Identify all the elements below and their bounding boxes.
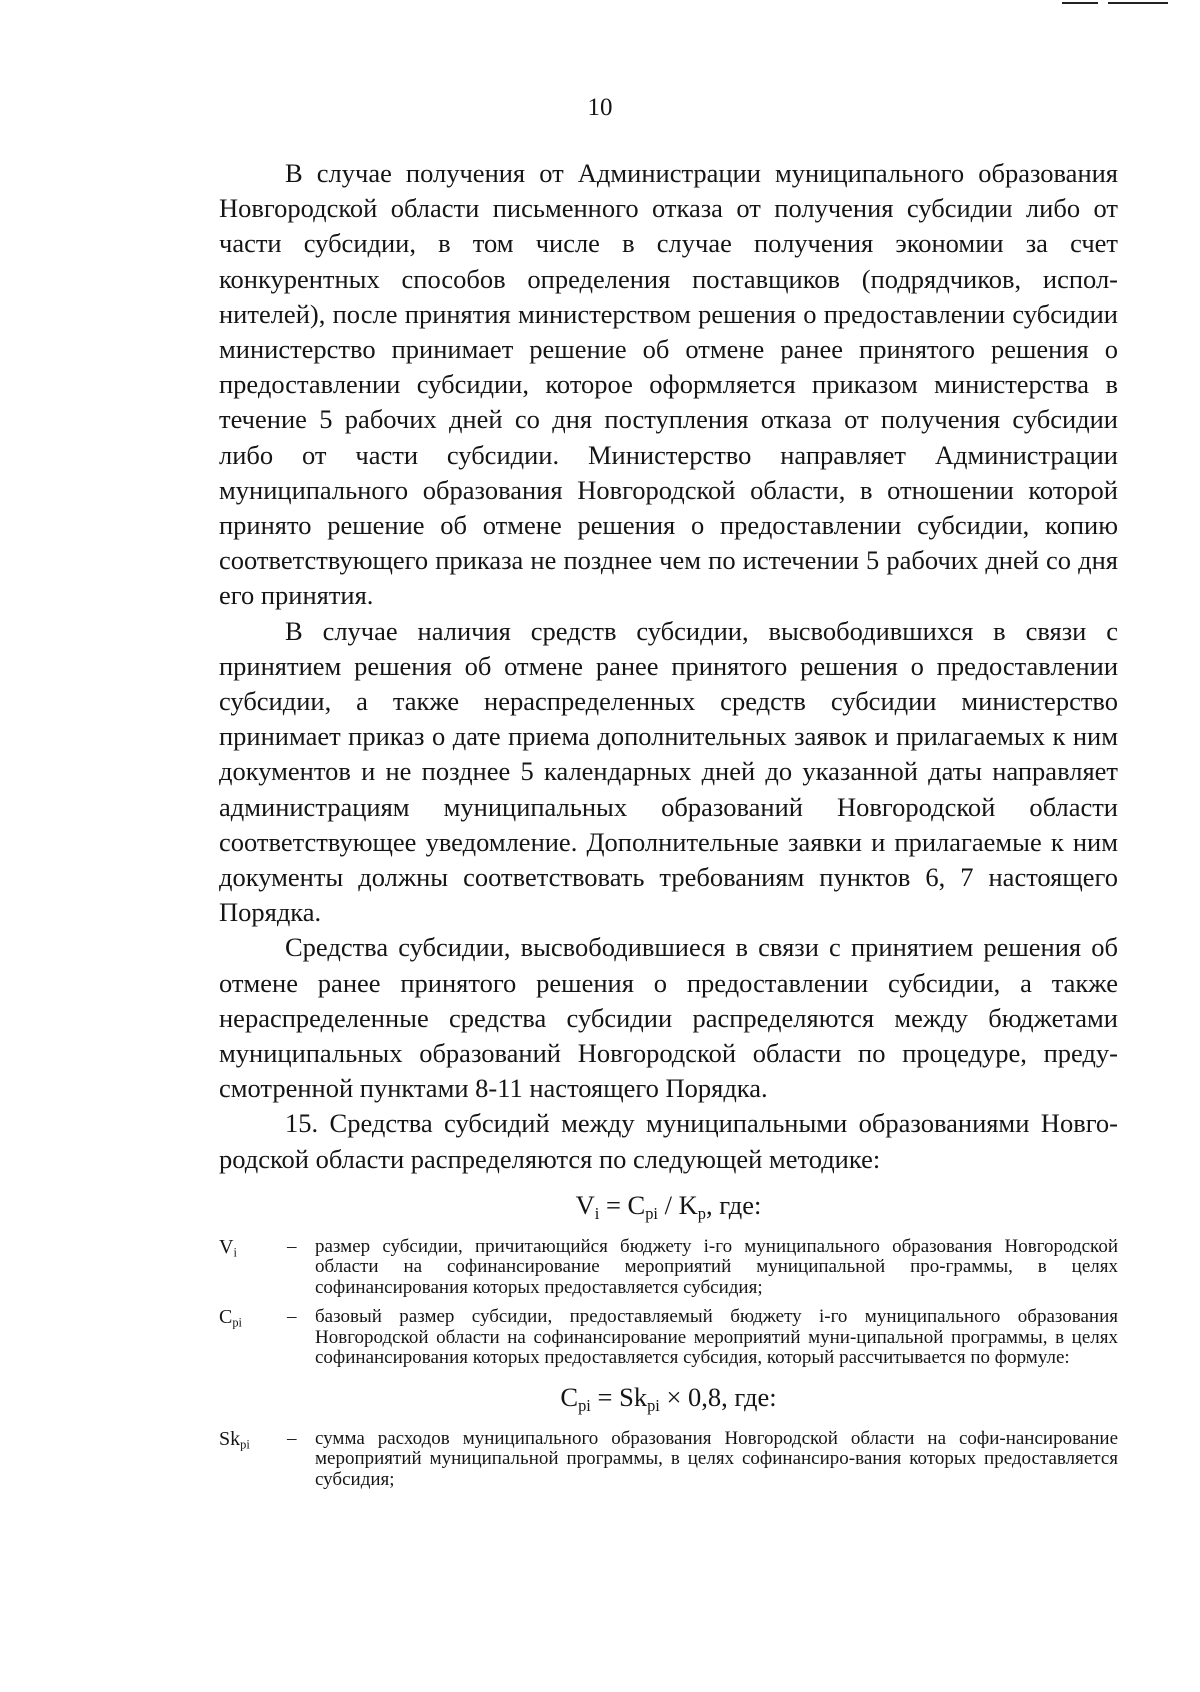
- definition-term: $V_i$: [219, 1235, 237, 1260]
- definition-row-vi: [219, 1237, 1118, 1299]
- document-body: [219, 156, 1118, 1499]
- paragraph-redistribution: Средства субсидии, высвободившиеся в связи с принятием решения об отмене ранее принятого решения о предоставлении субсидии, а также нераспределенные средства субсидии распределяются между бюджетами муниципальных образований Новгородской области по процедуре, преду-смотренной пунктами 8-11 настоящего Порядка.: [219, 932, 1118, 1104]
- formula-subsidy-size: $V_i = C_{pi} / K_p$, где:: [575, 1189, 762, 1223]
- definition-text: базовый размер субсидии, предоставляемый бюджету i-го муниципального образования Новгородской области на софинансирование мероприятий муни-ципальной программы, в целях софинансирования которых предоставляется субсидия, который рассчитывается по формуле:: [315, 1306, 1118, 1369]
- definition-list: [219, 1429, 1118, 1491]
- paragraph-refusal: В случае получения от Администрации муниципального образования Новгородской области письменного отказа от получения субсидии либо от части субсидии, в том числе в случае получения экономии за счет конкурентных способов определения поставщиков (подрядчиков, испол-нителей), после принятия министерством решения о предоставлении субсидии министерство принимает решение об отмене ранее принятого решения о предоставлении субсидии, которое оформляется приказом министерства в течение 5 рабочих дней со дня поступления отказа от получения субсидии либо от части субсидии. Министерство направляет Администрации муниципального образования Новгородской области, в отношении которой принято решение об отмене решения о предоставлении субсидии, копию соответствующего приказа не позднее чем по истечении 5 рабочих дней со дня его принятия.: [219, 158, 1118, 611]
- definition-dash: –: [287, 1306, 297, 1328]
- definition-list: [219, 1237, 1118, 1369]
- definition-text: сумма расходов муниципального образования Новгородской области на софи-нансирование мероприятий муниципальной программы, в целях софинансиро-вания которых предоставляется субсидия;: [315, 1427, 1118, 1490]
- scan-edge-mark: [1108, 2, 1168, 4]
- formula-base-subsidy: $C_{pi} = Sk_{pi} \times 0,8$, где:: [560, 1381, 777, 1415]
- definition-row-skpi: [219, 1429, 1118, 1491]
- definition-dash: –: [287, 1427, 297, 1449]
- paragraph-methodology: 15. Средства субсидий между муниципальными образованиями Новго-родской области распределяются по следующей методике:: [219, 1108, 1118, 1174]
- scan-edge-mark: [1062, 2, 1098, 4]
- definition-text: размер субсидии, причитающийся бюджету i-го муниципального образования Новгородской области на софинансирование мероприятий муниципальной про-граммы, в целях софинансирования которых предоставляется субсидия;: [315, 1235, 1118, 1298]
- definition-dash: –: [287, 1235, 297, 1257]
- paragraph-additional-applications: В случае наличия средств субсидии, высвободившихся в связи с принятием решения об отмене ранее принятого решения о предоставлении субсидии, а также нераспределенных средств субсидии министерство принимает приказ о дате приема дополнительных заявок и прилагаемых к ним документов и не позднее 5 календарных дней до указанной даты направляет администрациям муниципальных образований Новгородской области соответствующее уведомление. Дополнительные заявки и прилагаемые к ним документы должны соответствовать требованиям пунктов 6, 7 настоящего Порядка.: [219, 615, 1118, 928]
- definition-term: $C_{pi}$: [219, 1306, 242, 1331]
- page-number: 10: [587, 94, 613, 121]
- definition-term: $Sk_{pi}$: [219, 1427, 250, 1452]
- definition-row-cpi: [219, 1307, 1118, 1369]
